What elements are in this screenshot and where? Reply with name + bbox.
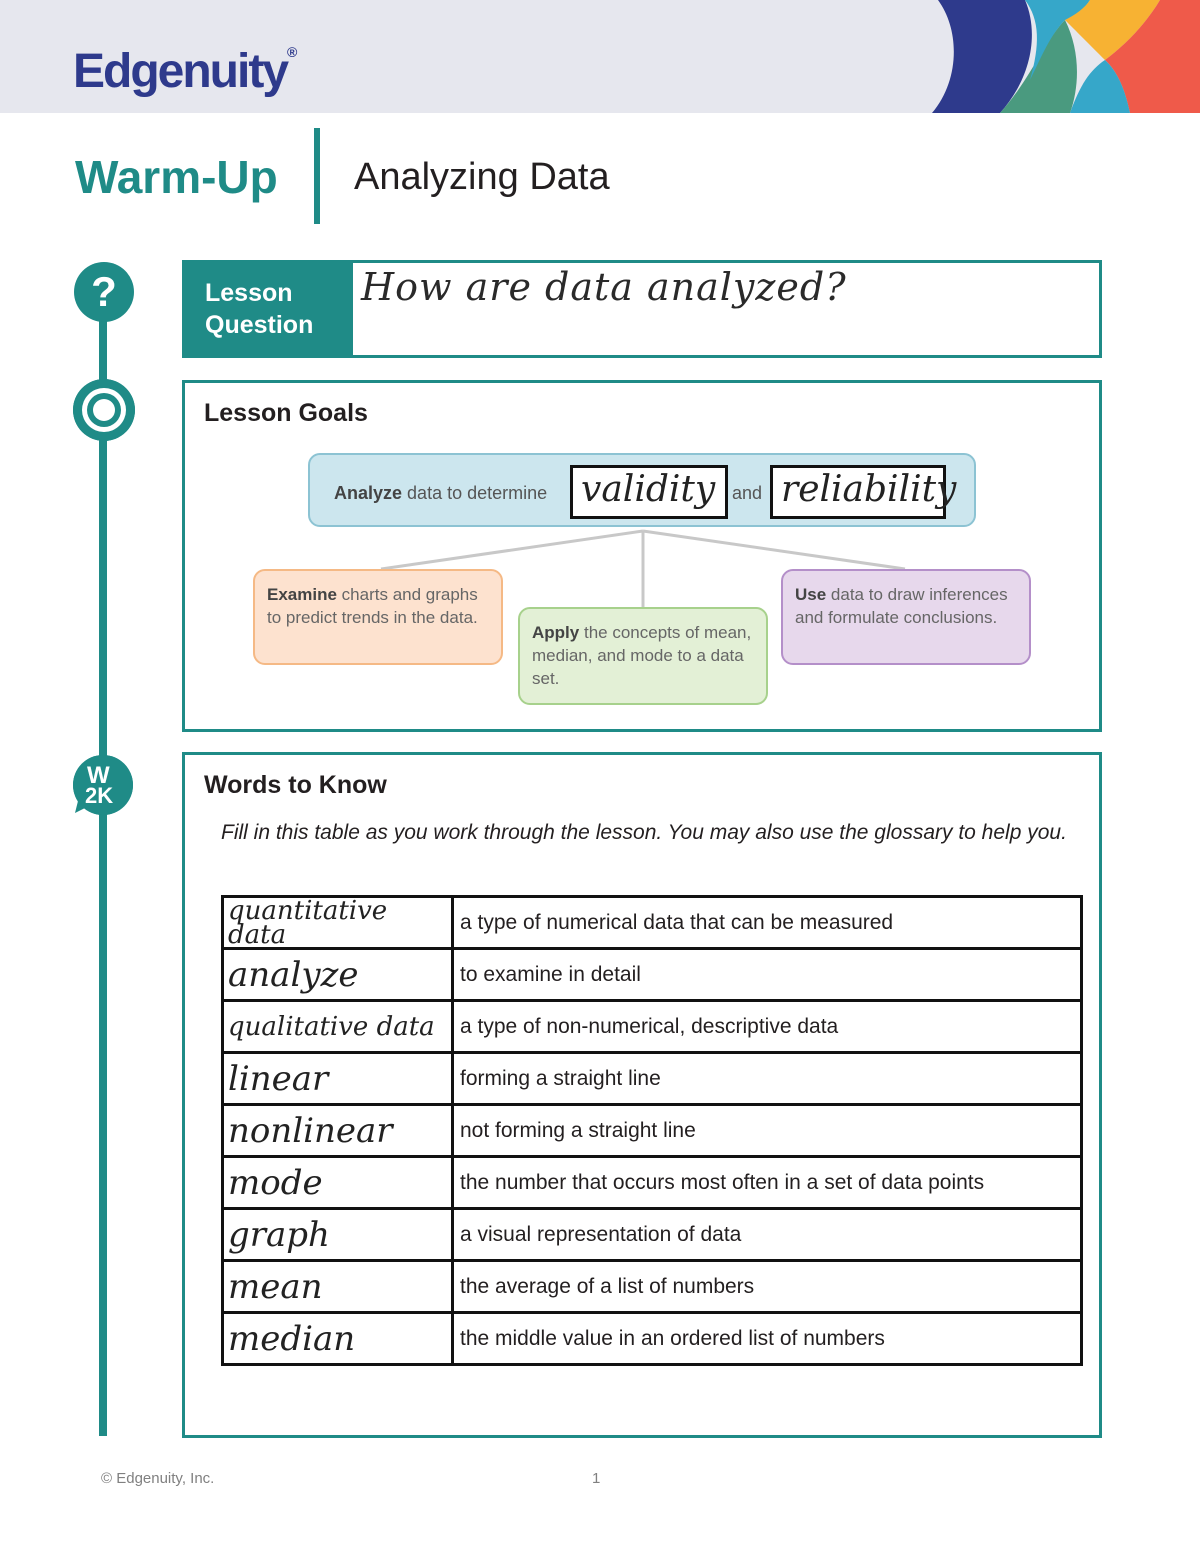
- page-header: [0, 0, 1200, 113]
- table-row: [223, 1053, 1082, 1105]
- words-to-know-icon: [73, 755, 133, 815]
- decorative-header-art: [930, 0, 1200, 113]
- lesson-goals-title: Lesson Goals: [204, 399, 368, 427]
- title-divider: [314, 128, 320, 224]
- and-text: and: [732, 483, 763, 503]
- lesson-goals-box: [182, 380, 1102, 732]
- svg-text:W: W: [87, 762, 110, 789]
- words-to-know-title: Words to Know: [204, 771, 387, 799]
- table-row: [223, 1157, 1082, 1209]
- table-row: [223, 1261, 1082, 1313]
- vocab-definition: a type of non-numerical, descriptive data: [453, 1001, 1082, 1053]
- goal-examine: Examine charts and graphs to predict trends in the data.: [253, 569, 503, 665]
- edgenuity-logo: Edgenuity®: [73, 44, 298, 98]
- section-title: Warm-Up: [75, 151, 278, 203]
- vocab-definition: a visual representation of data: [453, 1209, 1082, 1261]
- table-row: [223, 1001, 1082, 1053]
- vocab-word[interactable]: median: [223, 1313, 453, 1365]
- vocab-word[interactable]: mean: [223, 1261, 453, 1313]
- words-instructions: Fill in this table as you work through the lesson. You may also use the glossary to help you.: [221, 821, 1067, 844]
- main-goal: [308, 453, 976, 527]
- vocab-definition: the number that occurs most often in a set of data points: [453, 1157, 1082, 1209]
- vocab-definition: not forming a straight line: [453, 1105, 1082, 1157]
- question-icon: ?: [74, 262, 134, 322]
- vocabulary-table: [221, 895, 1083, 1366]
- table-row: [223, 1105, 1082, 1157]
- page-title: Analyzing Data: [354, 156, 610, 198]
- goal-apply: Apply the concepts of mean, median, and mode to a data set.: [518, 607, 768, 705]
- vocab-word[interactable]: linear: [223, 1053, 453, 1105]
- table-row: [223, 897, 1082, 949]
- vocab-word[interactable]: analyze: [223, 949, 453, 1001]
- table-row: [223, 949, 1082, 1001]
- words-to-know-box: [182, 752, 1102, 1438]
- vocab-definition: a type of numerical data that can be measured: [453, 897, 1082, 949]
- main-goal-text: Analyze data to determine: [334, 483, 548, 503]
- timeline-bar: [99, 290, 107, 1436]
- vocab-definition: forming a straight line: [453, 1053, 1082, 1105]
- lesson-question-box: [182, 260, 1102, 358]
- page-number: 1: [592, 1470, 601, 1487]
- target-icon: [73, 379, 135, 441]
- vocab-word[interactable]: qualitative data: [223, 1001, 453, 1053]
- table-row: [223, 1209, 1082, 1261]
- validity-blank[interactable]: validity: [570, 465, 728, 519]
- vocab-definition: the middle value in an ordered list of numbers: [453, 1313, 1082, 1365]
- lesson-question-label: Lesson Question: [185, 263, 353, 355]
- vocab-definition: to examine in detail: [453, 949, 1082, 1001]
- reliability-blank[interactable]: reliability: [770, 465, 946, 519]
- goal-use: Use data to draw inferences and formulate conclusions.: [781, 569, 1031, 665]
- table-row: [223, 1313, 1082, 1365]
- lesson-question-answer[interactable]: How are data analyzed?: [361, 265, 847, 309]
- svg-text:2K: 2K: [85, 783, 114, 808]
- vocab-word[interactable]: mode: [223, 1157, 453, 1209]
- vocab-word[interactable]: graph: [223, 1209, 453, 1261]
- vocab-word[interactable]: nonlinear: [223, 1105, 453, 1157]
- vocab-definition: the average of a list of numbers: [453, 1261, 1082, 1313]
- vocab-word[interactable]: quantitative data: [223, 897, 453, 949]
- footer-copyright: © Edgenuity, Inc.: [101, 1470, 215, 1487]
